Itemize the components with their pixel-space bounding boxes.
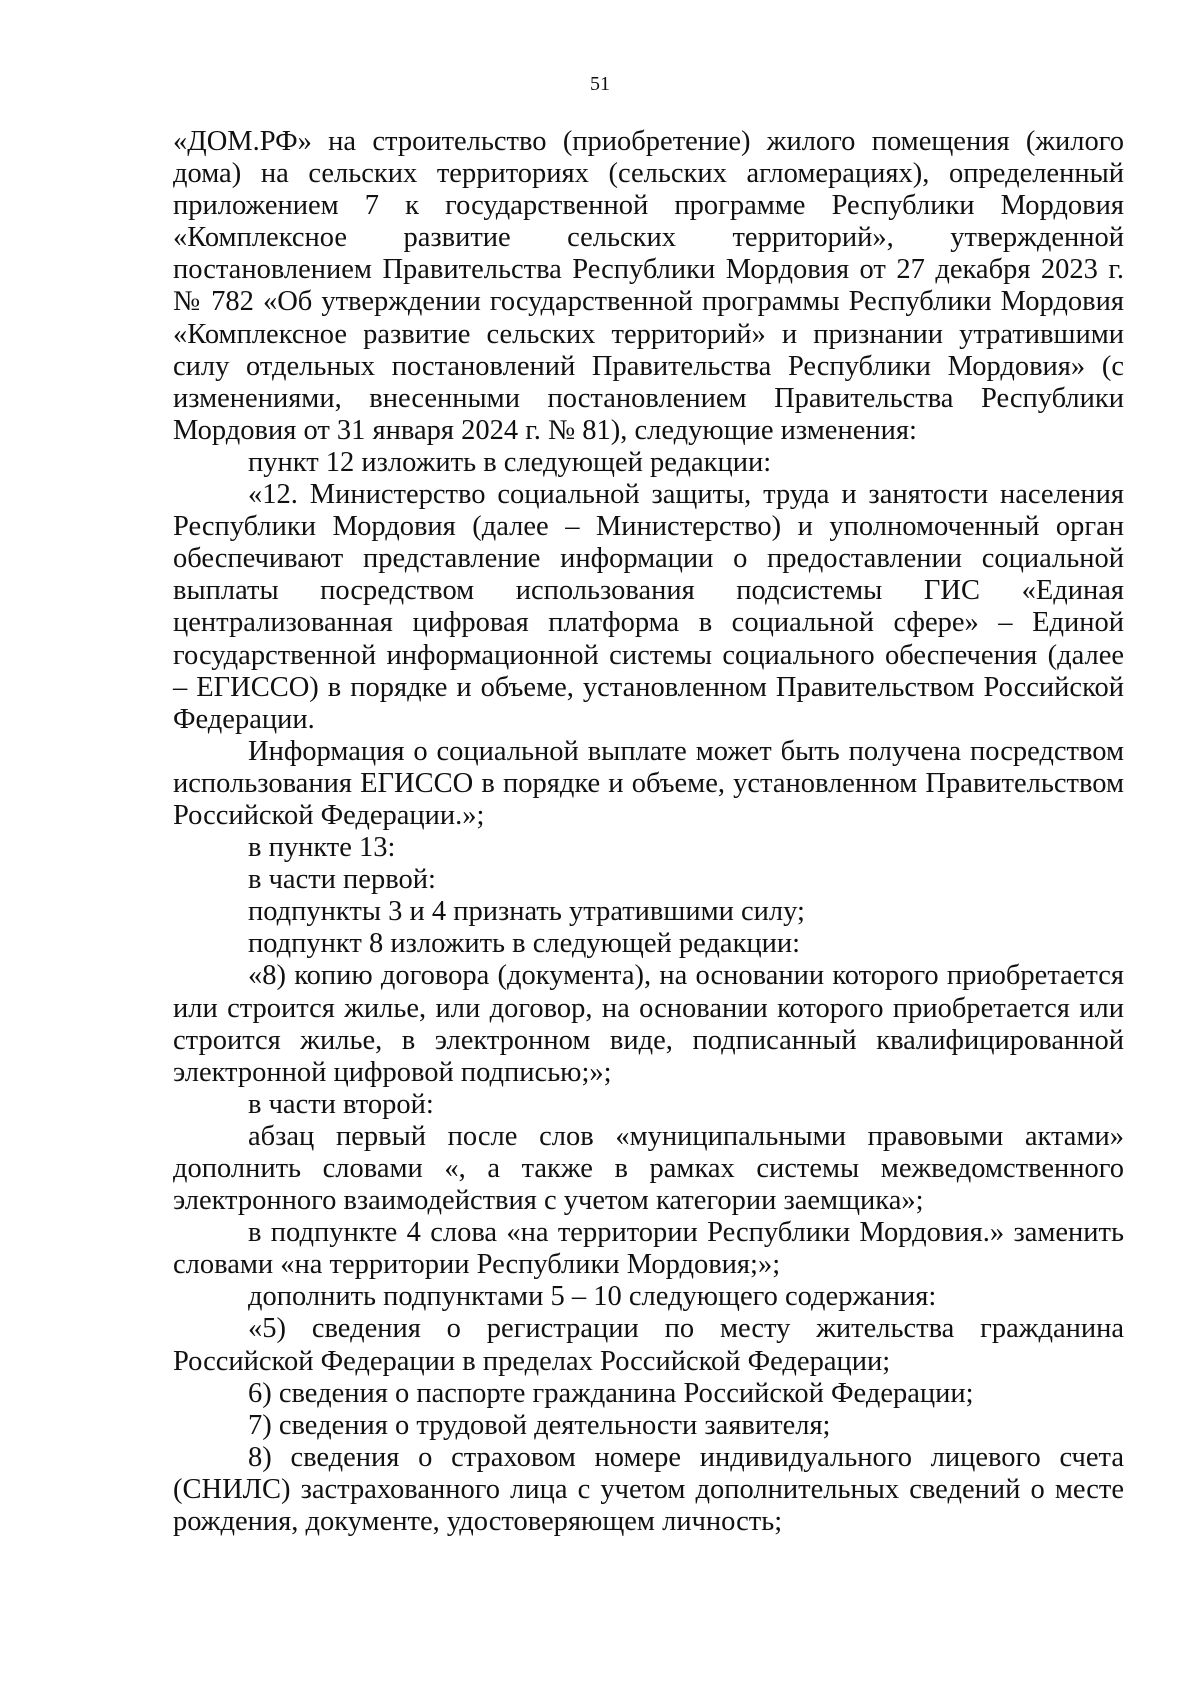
paragraph: в пункте 13: — [248, 832, 396, 864]
paragraph: 6) сведения о паспорте гражданина Российской Федерации; — [248, 1377, 974, 1409]
paragraph: «12. Министерство социальной защиты, труда и занятости населения Республики Мордовия (далее – Министерство) и уполномоченный орган обеспечивают представление информации о предоставлении социальной выплаты посредством использования подсистемы ГИС «Единая централизованная цифровая платформа в социальной сфере» – Единой государственной информационной системы социального обеспечения (далее – ЕГИССО) в порядке и объеме, установленном Правительством Российской Федерации. — [173, 479, 1124, 735]
paragraph: «8) копию договора (документа), на основании которого приобретается или строится жилье, или договор, на основании которого приобретается или строится жилье, в электронном виде, подписанный квалифицированной электронной цифровой подписью;»; — [173, 960, 1124, 1088]
paragraph: дополнить подпунктами 5 – 10 следующего содержания: — [248, 1281, 937, 1313]
paragraph: в части второй: — [248, 1088, 434, 1120]
document-body — [173, 126, 1124, 1538]
paragraph: «5) сведения о регистрации по месту жительства гражданина Российской Федерации в пределах Российской Федерации; — [173, 1313, 1124, 1377]
paragraph: подпункт 8 изложить в следующей редакции: — [248, 928, 801, 960]
paragraph: в части первой: — [248, 864, 436, 896]
paragraph: пункт 12 изложить в следующей редакции: — [248, 446, 772, 478]
paragraph: подпункты 3 и 4 признать утратившими силу; — [248, 896, 805, 928]
paragraph: «ДОМ.РФ» на строительство (приобретение) жилого помещения (жилого дома) на сельских территориях (сельских агломерациях), определенный приложением 7 к государственной программе Республики Мордовия «Комплексное развитие сельских территорий», утвержденной постановлением Правительства Республики Мордовия от 27 декабря 2023 г. № 782 «Об утверждении государственной программы Республики Мордовия «Комплексное развитие сельских территорий» и признании утратившими силу отдельных постановлений Правительства Республики Мордовия» (с изменениями, внесенными постановлением Правительства Республики Мордовия от 31 января 2024 г. № 81), следующие изменения: — [173, 126, 1124, 446]
paragraph: 8) сведения о страховом номере индивидуального лицевого счета (СНИЛС) застрахованного лица с учетом дополнительных сведений о месте рождения, документе, удостоверяющем личность; — [173, 1441, 1124, 1538]
paragraph: 7) сведения о трудовой деятельности заявителя; — [248, 1409, 831, 1441]
paragraph: Информация о социальной выплате может быть получена посредством использования ЕГИССО в порядке и объеме, установленном Правительством Российской Федерации.»; — [173, 735, 1124, 831]
paragraph: в подпункте 4 слова «на территории Республики Мордовия.» заменить словами «на территории Республики Мордовия;»; — [173, 1217, 1124, 1281]
page-number: 51 — [590, 73, 610, 95]
paragraph: абзац первый после слов «муниципальными правовыми актами» дополнить словами «, а также в рамках системы межведомственного электронного взаимодействия с учетом категории заемщика»; — [173, 1120, 1124, 1217]
